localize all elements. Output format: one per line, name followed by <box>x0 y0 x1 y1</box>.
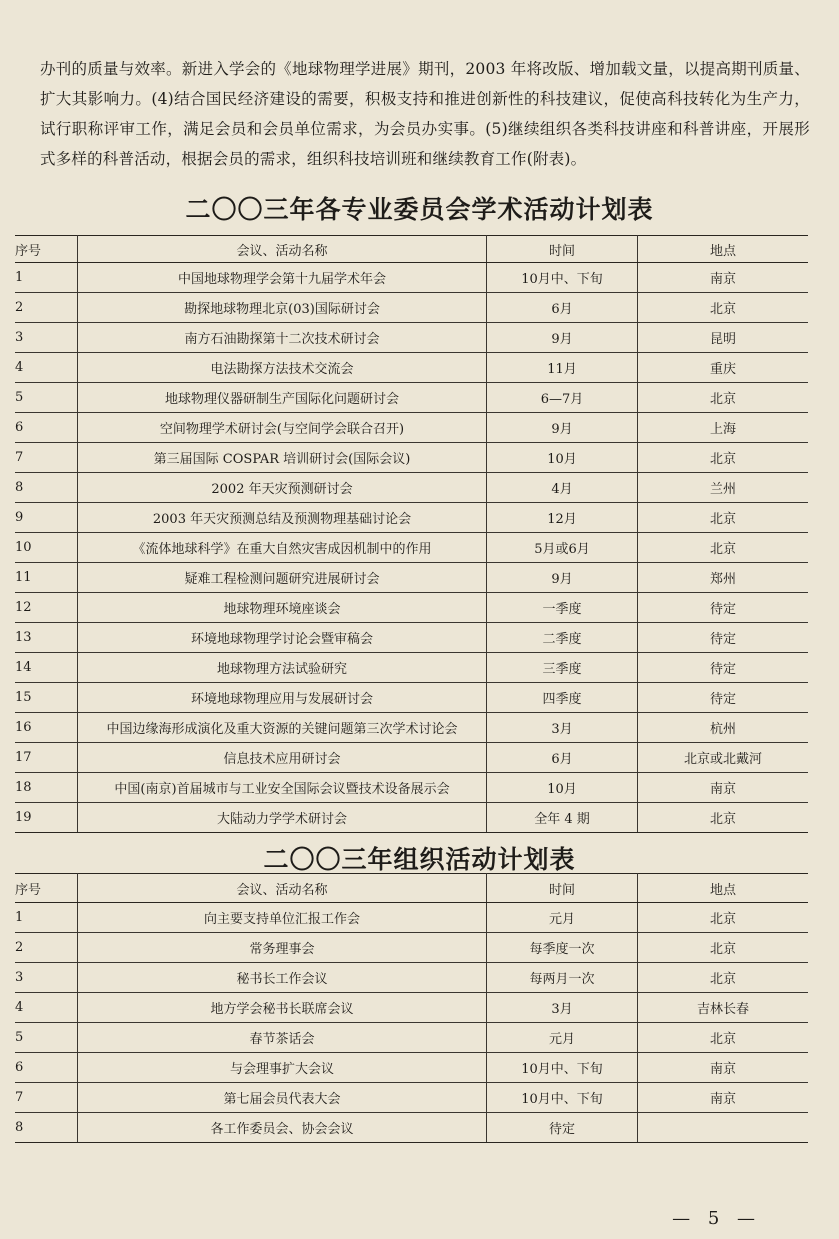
table-row <box>15 293 808 323</box>
table-row <box>15 773 808 803</box>
row-time: 10月中、下旬 <box>487 1083 638 1113</box>
row-time: 4月 <box>487 473 638 503</box>
row-place: 南京 <box>638 773 809 803</box>
row-time: 9月 <box>487 413 638 443</box>
table-row <box>15 533 808 563</box>
row-name: 地球物理方法试验研究 <box>78 653 487 683</box>
row-time: 6月 <box>487 743 638 773</box>
table-row <box>15 473 808 503</box>
row-name: 《流体地球科学》在重大自然灾害成因机制中的作用 <box>78 533 487 563</box>
header-name: 会议、活动名称 <box>78 236 487 263</box>
row-time: 每季度一次 <box>487 933 638 963</box>
row-place: 南京 <box>638 263 809 293</box>
table-row <box>15 1023 808 1053</box>
table-row <box>15 413 808 443</box>
row-time: 每两月一次 <box>487 963 638 993</box>
row-name: 常务理事会 <box>78 933 487 963</box>
row-num: 9 <box>15 503 78 533</box>
row-time: 10月中、下旬 <box>487 1053 638 1083</box>
row-time: 3月 <box>487 993 638 1023</box>
table-row <box>15 263 808 293</box>
row-place: 昆明 <box>638 323 809 353</box>
intro-paragraph: 办刊的质量与效率。新进入学会的《地球物理学进展》期刊，2003 年将改版、增加载文量，以提高期刊质量、扩大其影响力。(4)结合国民经济建设的需要，积极支持和推进创新性的科技建议，促使高科技转化为生产力，试行职称评审工作，满足会员和会员单位需求，为会员办实事。(5)继续组织各类科技讲座和科普讲座，开展形式多样的科普活动，根据会员的需求，组织科技培训班和继续教育工作(附表)。 <box>40 59 810 168</box>
row-name: 2002 年天灾预测研讨会 <box>78 473 487 503</box>
table-row <box>15 443 808 473</box>
row-num: 17 <box>15 743 78 773</box>
row-num: 10 <box>15 533 78 563</box>
row-num: 2 <box>15 293 78 323</box>
row-name: 疑难工程检测问题研究进展研讨会 <box>78 563 487 593</box>
row-time: 12月 <box>487 503 638 533</box>
row-name: 勘探地球物理北京(03)国际研讨会 <box>78 293 487 323</box>
row-num: 15 <box>15 683 78 713</box>
table-row <box>15 803 808 833</box>
row-place: 重庆 <box>638 353 809 383</box>
row-place: 北京 <box>638 443 809 473</box>
table-row <box>15 1053 808 1083</box>
row-num: 8 <box>15 1113 78 1143</box>
table-row <box>15 383 808 413</box>
row-time: 全年 4 期 <box>487 803 638 833</box>
row-name: 信息技术应用研讨会 <box>78 743 487 773</box>
row-num: 1 <box>15 263 78 293</box>
table-row <box>15 683 808 713</box>
row-name: 中国地球物理学会第十九届学术年会 <box>78 263 487 293</box>
row-name: 地方学会秘书长联席会议 <box>78 993 487 1023</box>
row-time: 待定 <box>487 1113 638 1143</box>
row-time: 二季度 <box>487 623 638 653</box>
row-place: 北京 <box>638 933 809 963</box>
row-num: 8 <box>15 473 78 503</box>
table-header-row <box>15 236 808 263</box>
row-name: 中国边缘海形成演化及重大资源的关键问题第三次学术讨论会 <box>78 713 487 743</box>
row-num: 6 <box>15 413 78 443</box>
header-time: 时间 <box>487 236 638 263</box>
row-time: 10月 <box>487 443 638 473</box>
row-name: 第七届会员代表大会 <box>78 1083 487 1113</box>
row-place: 北京 <box>638 803 809 833</box>
row-place: 北京 <box>638 293 809 323</box>
row-name: 环境地球物理学讨论会暨审稿会 <box>78 623 487 653</box>
organization-activity-plan-table <box>15 873 808 1143</box>
row-num: 12 <box>15 593 78 623</box>
row-place: 北京 <box>638 963 809 993</box>
row-time: 元月 <box>487 1023 638 1053</box>
row-name: 第三届国际 COSPAR 培训研讨会(国际会议) <box>78 443 487 473</box>
row-name: 与会理事扩大会议 <box>78 1053 487 1083</box>
row-name: 环境地球物理应用与发展研讨会 <box>78 683 487 713</box>
row-name: 空间物理学术研讨会(与空间学会联合召开) <box>78 413 487 443</box>
row-place: 待定 <box>638 683 809 713</box>
header-name: 会议、活动名称 <box>78 874 487 903</box>
row-place: 待定 <box>638 623 809 653</box>
table-row <box>15 323 808 353</box>
header-num: 序号 <box>15 236 78 263</box>
table-row <box>15 563 808 593</box>
row-num: 13 <box>15 623 78 653</box>
header-time: 时间 <box>487 874 638 903</box>
row-place: 北京或北戴河 <box>638 743 809 773</box>
row-place: 南京 <box>638 1053 809 1083</box>
table-row <box>15 503 808 533</box>
row-time: 10月中、下旬 <box>487 263 638 293</box>
table2-body <box>15 903 808 1143</box>
row-num: 3 <box>15 323 78 353</box>
row-name: 大陆动力学学术研讨会 <box>78 803 487 833</box>
table2-title: 二〇〇三年组织活动计划表 <box>263 845 576 874</box>
row-time: 一季度 <box>487 593 638 623</box>
row-place: 上海 <box>638 413 809 443</box>
table-row <box>15 623 808 653</box>
table-row <box>15 653 808 683</box>
row-name: 地球物理环境座谈会 <box>78 593 487 623</box>
row-place: 杭州 <box>638 713 809 743</box>
row-time: 3月 <box>487 713 638 743</box>
page-number: — 5 — <box>672 1208 761 1229</box>
table-row <box>15 1113 808 1143</box>
row-place: 北京 <box>638 503 809 533</box>
header-num: 序号 <box>15 874 78 903</box>
table-row <box>15 933 808 963</box>
table-row <box>15 743 808 773</box>
row-time: 10月 <box>487 773 638 803</box>
table-row <box>15 713 808 743</box>
row-time: 11月 <box>487 353 638 383</box>
row-name: 地球物理仪器研制生产国际化问题研讨会 <box>78 383 487 413</box>
row-place: 兰州 <box>638 473 809 503</box>
row-num: 7 <box>15 1083 78 1113</box>
table-row <box>15 353 808 383</box>
row-num: 5 <box>15 1023 78 1053</box>
row-time: 三季度 <box>487 653 638 683</box>
row-place: 北京 <box>638 1023 809 1053</box>
row-time: 6—7月 <box>487 383 638 413</box>
row-time: 9月 <box>487 323 638 353</box>
row-place: 北京 <box>638 383 809 413</box>
academic-activity-plan-table <box>15 235 808 833</box>
row-name: 春节茶话会 <box>78 1023 487 1053</box>
table-row <box>15 593 808 623</box>
row-num: 4 <box>15 353 78 383</box>
table-row <box>15 1083 808 1113</box>
row-num: 7 <box>15 443 78 473</box>
header-place: 地点 <box>638 874 809 903</box>
row-num: 2 <box>15 933 78 963</box>
row-place: 北京 <box>638 903 809 933</box>
row-place: 南京 <box>638 1083 809 1113</box>
table-row <box>15 963 808 993</box>
row-name: 2003 年天灾预测总结及预测物理基础讨论会 <box>78 503 487 533</box>
row-place <box>638 1113 809 1143</box>
table-row <box>15 903 808 933</box>
table-header-row <box>15 874 808 903</box>
table1-title: 二〇〇三年各专业委员会学术活动计划表 <box>185 195 654 224</box>
row-num: 19 <box>15 803 78 833</box>
row-place: 郑州 <box>638 563 809 593</box>
row-place: 北京 <box>638 533 809 563</box>
row-time: 四季度 <box>487 683 638 713</box>
row-time: 5月或6月 <box>487 533 638 563</box>
row-name: 秘书长工作会议 <box>78 963 487 993</box>
row-num: 11 <box>15 563 78 593</box>
row-place: 待定 <box>638 653 809 683</box>
row-time: 6月 <box>487 293 638 323</box>
row-name: 各工作委员会、协会会议 <box>78 1113 487 1143</box>
row-num: 14 <box>15 653 78 683</box>
row-num: 3 <box>15 963 78 993</box>
table1-body <box>15 263 808 833</box>
row-time: 9月 <box>487 563 638 593</box>
row-name: 南方石油勘探第十二次技术研讨会 <box>78 323 487 353</box>
row-num: 16 <box>15 713 78 743</box>
row-name: 电法勘探方法技术交流会 <box>78 353 487 383</box>
row-num: 4 <box>15 993 78 1023</box>
row-name: 向主要支持单位汇报工作会 <box>78 903 487 933</box>
row-time: 元月 <box>487 903 638 933</box>
row-name: 中国(南京)首届城市与工业安全国际会议暨技术设备展示会 <box>78 773 487 803</box>
row-num: 6 <box>15 1053 78 1083</box>
row-place: 吉林长春 <box>638 993 809 1023</box>
row-num: 18 <box>15 773 78 803</box>
row-num: 5 <box>15 383 78 413</box>
header-place: 地点 <box>638 236 809 263</box>
table-row <box>15 993 808 1023</box>
row-place: 待定 <box>638 593 809 623</box>
row-num: 1 <box>15 903 78 933</box>
